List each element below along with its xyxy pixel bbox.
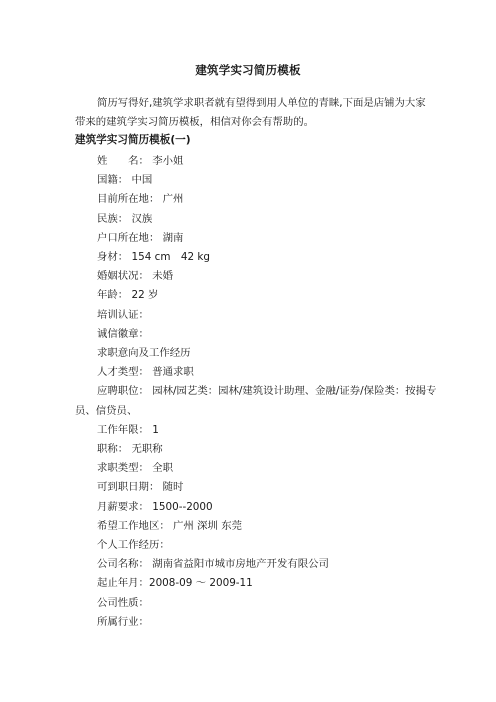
field-job-intent-heading: 求职意向及工作经历 — [97, 347, 191, 360]
field-certification: 培训认证： — [97, 308, 149, 321]
resume-fields — [75, 152, 445, 632]
field-integrity-badge: 诚信徽章： — [97, 327, 149, 340]
document-title: 建筑学实习简历模板 — [195, 63, 301, 77]
field-hukou-location: 户口所在地： 湖南 — [97, 231, 184, 244]
field-salary: 月薪要求： 1500--2000 — [97, 500, 213, 513]
field-ethnicity: 民族： 汉族 — [97, 212, 153, 225]
field-company-nature: 公司性质： — [97, 596, 149, 609]
field-age: 年龄： 22 岁 — [97, 289, 159, 302]
field-marital-status: 婚姻状况： 未婚 — [97, 270, 174, 283]
field-work-experience-heading: 个人工作经历： — [97, 539, 170, 552]
field-talent-type: 人才类型： 普通求职 — [97, 366, 194, 379]
field-height-weight: 身材： 154 cm 42 kg — [97, 251, 210, 264]
field-current-location: 目前所在地： 广州 — [97, 193, 184, 206]
field-work-years: 工作年限： 1 — [97, 423, 159, 436]
field-title: 职称： 无职称 — [97, 443, 163, 456]
field-available-date: 可到职日期： 随时 — [97, 481, 184, 494]
section-heading: 建筑学实习简历模板(一) — [75, 134, 191, 146]
field-job-type: 求职类型： 全职 — [97, 462, 174, 475]
field-applied-position: 应聘职位： 园林/园艺类：园林/建筑设计助理、金融/证券/保险类：按揭专员、信贷员、 — [75, 385, 437, 417]
field-desired-area: 希望工作地区： 广州 深圳 东莞 — [97, 519, 242, 532]
field-industry: 所属行业： — [97, 615, 149, 628]
field-name: 姓 名： 李小姐 — [97, 155, 184, 167]
field-nationality: 国籍： 中国 — [97, 174, 153, 187]
field-company-name: 公司名称： 湖南省益阳市城市房地产开发有限公司 — [97, 558, 329, 571]
field-period: 起止年月：2008-09 ～ 2009-11 — [97, 577, 253, 590]
intro-paragraph: 简历写得好,建筑学求职者就有望得到用人单位的青睐,下面是店铺为大家带来的建筑学实习简历模板，相信对你会有帮助的。 — [75, 97, 426, 128]
